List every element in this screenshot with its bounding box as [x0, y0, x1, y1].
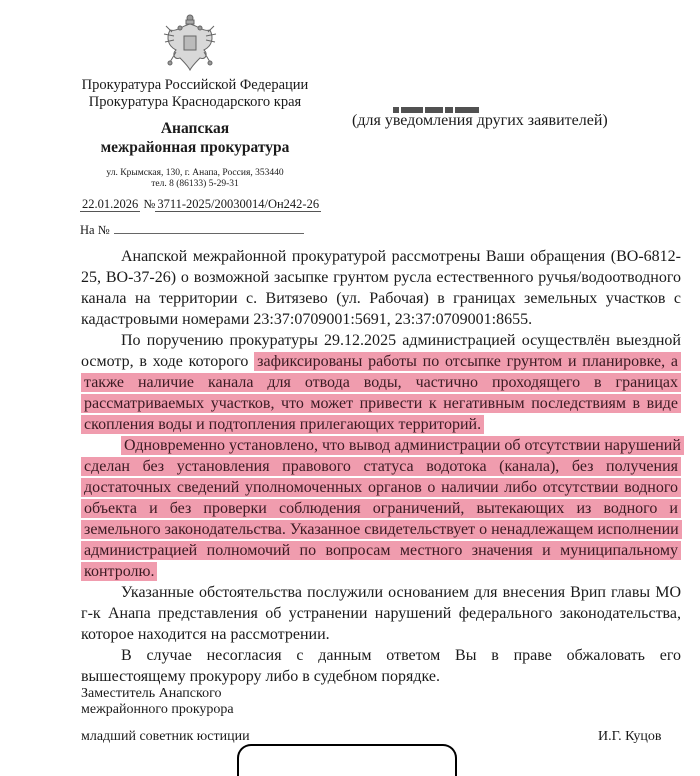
- reply-to-blank: [114, 221, 304, 234]
- org-name-line2: межрайонная прокуратура: [100, 139, 290, 156]
- paragraph-2: [81, 330, 681, 435]
- document-number: 3711-2025/20030014/Он242-26: [157, 197, 320, 211]
- paragraph-3-highlight: Одновременно установлено, что вывод администрации об отсутствии нарушений сделан без установления правового статуса водотока (канала), без получения достаточных сведений уполномоченных органов о наличии либо отсутствии водного объекта и без проверки соблюдения ограничений, вытекающих из водного и земельного законодательства. Указанное свидетельствует о ненадлежащем исполнении администрацией полномочий по вопросам местного значения и муниципальному контролю.: [81, 436, 684, 581]
- paragraph-3: [81, 435, 681, 582]
- redacted-recipient: [393, 101, 488, 110]
- org-address: ул. Крымская, 130, г. Анапа, Россия, 353440: [106, 168, 284, 178]
- number-label: №: [143, 197, 156, 211]
- header-line-region: Прокуратура Краснодарского края: [88, 94, 302, 110]
- paragraph-5: В случае несогласия с данным ответом Вы в праве обжаловать его вышестоящему прокурору либо в судебном порядке.: [81, 647, 681, 685]
- recipient-notice: (для уведомления других заявителей): [352, 112, 608, 129]
- signatory-title-line1: Заместитель Анапского: [81, 686, 222, 701]
- org-name-line1: Анапская: [160, 120, 230, 137]
- paragraph-2-text: По поручению прокуратуры 29.12.2025 администрацией осуществлён выездной осмотр, в ходе которого: [81, 332, 681, 370]
- letter-body: [81, 246, 681, 687]
- paragraph-4: Указанные обстоятельства послужили основанием для внесения Врип главы МО г-к Анапа представления об устранении нарушений федерального законодательства, которое находится на рассмотрении.: [81, 584, 681, 643]
- reply-to-label: На №: [80, 223, 110, 237]
- registration-line: [80, 197, 321, 212]
- org-phone: тел. 8 (86133) 5-29-31: [151, 179, 239, 189]
- document-date: 22.01.2026: [82, 197, 139, 211]
- header-line-federation: Прокуратура Российской Федерации: [81, 77, 309, 93]
- russian-coat-of-arms-icon: [162, 12, 218, 74]
- electronic-signature-stamp: [237, 744, 457, 776]
- signatory-name: И.Г. Куцов: [598, 729, 662, 744]
- signatory-rank: младший советник юстиции: [81, 729, 250, 744]
- paragraph-1: Анапской межрайонной прокуратурой рассмотрены Ваши обращения (ВО-6812-25, ВО-37-26) о возможной засыпке грунтом русла естественного ручья/водоотводного канала на территории с. Витязево (ул. Рабочая) в границах земельных участков с кадастровыми номерами 23:37:0709001:5691, 23:37:0709001:8655.: [81, 248, 681, 328]
- reply-to-field: [80, 221, 304, 238]
- paragraph-2-highlight: зафиксированы работы по отсыпке грунтом и планировке, а также наличие канала для отвода воды, частично проходящего в границах рассматриваемых участков, что может привести к негативным последствиям в виде скопления воды и подтопления прилегающих территорий.: [81, 352, 681, 434]
- signatory-title-line2: межрайонного прокурора: [81, 702, 234, 717]
